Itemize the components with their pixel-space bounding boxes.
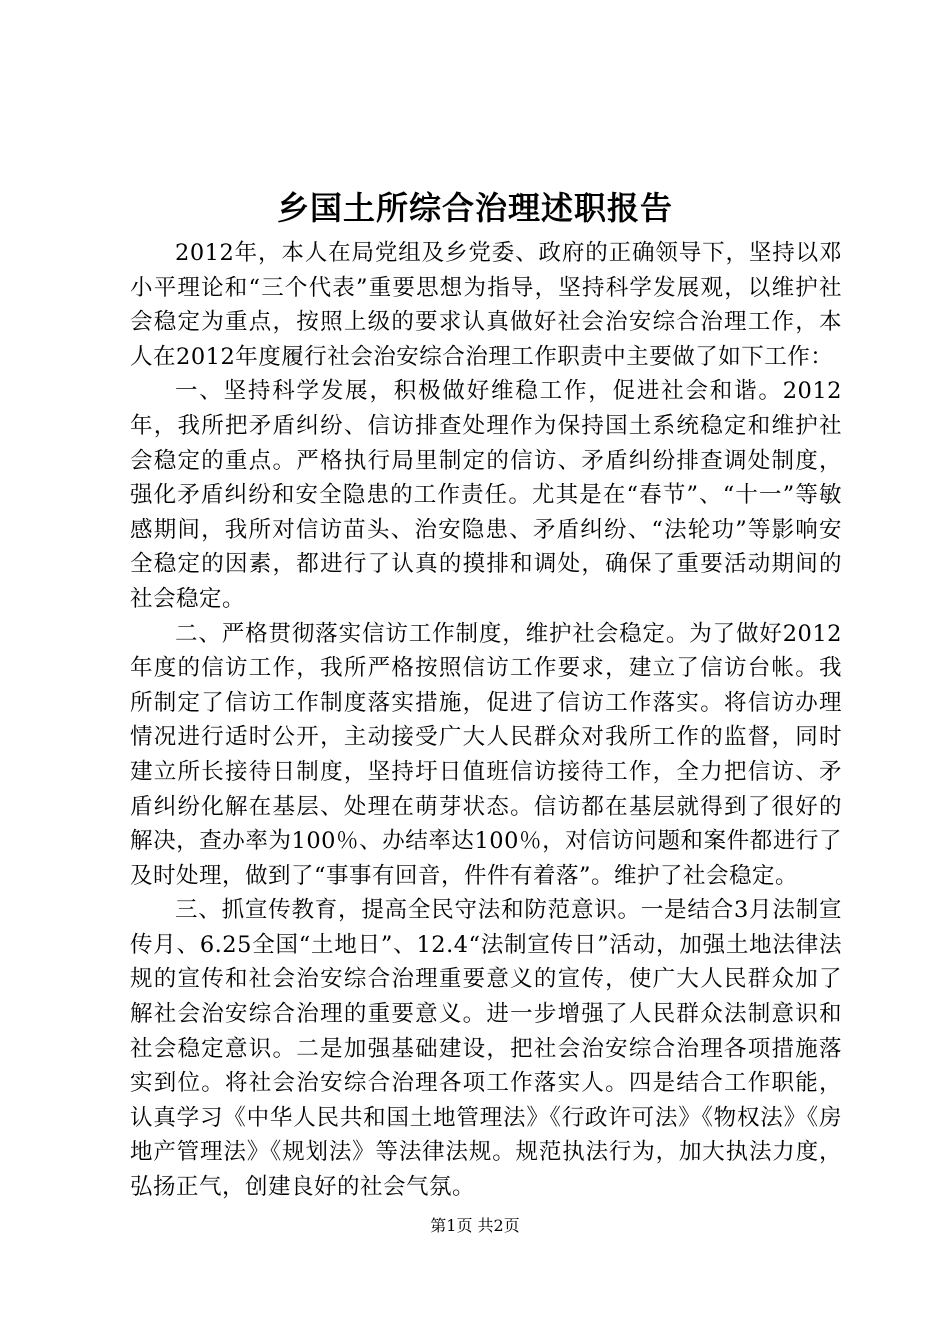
- paragraph-intro: 2012年，本人在局党组及乡党委、政府的正确领导下，坚持以邓小平理论和“三个代表”重要思想为指导，坚持科学发展观，以维护社会稳定为重点，按照上级的要求认真做好社会治安综合治理工作，本人在2012年度履行社会治安综合治理工作职责中主要做了如下工作：: [130, 240, 842, 370]
- paragraph-section-3: 三、抓宣传教育，提高全民守法和防范意识。一是结合3月法制宣传月、6.25全国“土地日”、12.4“法制宣传日”活动，加强土地法律法规的宣传和社会治安综合治理重要意义的宣传，使广大人民群众加了解社会治安综合治理的重要意义。进一步增强了人民群众法制意识和社会稳定意识。二是加强基础建设，把社会治安综合治理各项措施落实到位。将社会治安综合治理各项工作落实人。四是结合工作职能，认真学习《中华人民共和国土地管理法》《行政许可法》《物权法》《房地产管理法》《规划法》等法律法规。规范执法行为，加大执法力度，弘扬正气，创建良好的社会气氛。: [130, 897, 842, 1201]
- document-title: 乡国土所综合治理述职报告: [276, 189, 673, 227]
- paragraph-section-1: 一、坚持科学发展，积极做好维稳工作，促进社会和谐。2012年，我所把矛盾纠纷、信访排查处理作为保持国土系统稳定和维护社会稳定的重点。严格执行局里制定的信访、矛盾纠纷排查调处制度，强化矛盾纠纷和安全隐患的工作责任。尤其是在“春节”、“十一”等敏感期间，我所对信访苗头、治安隐患、矛盾纠纷、“法轮功”等影响安全稳定的因素，都进行了认真的摸排和调处，确保了重要活动期间的社会稳定。: [130, 378, 842, 612]
- paragraph-section-2: 二、严格贯彻落实信访工作制度，维护社会稳定。为了做好2012年度的信访工作，我所严格按照信访工作要求，建立了信访台帐。我所制定了信访工作制度落实措施，促进了信访工作落实。将信访办理情况进行适时公开，主动接受广大人民群众对我所工作的监督，同时建立所长接待日制度，坚持圩日值班信访接待工作，全力把信访、矛盾纠纷化解在基层、处理在萌芽状态。信访都在基层就得到了很好的解决，查办率为100％、办结率达100％，对信访问题和案件都进行了及时处理，做到了“事事有回音，件件有着落”。维护了社会稳定。: [130, 620, 842, 889]
- page-number-footer: 第1页 共2页: [430, 1216, 520, 1235]
- document-body: [130, 236, 842, 1205]
